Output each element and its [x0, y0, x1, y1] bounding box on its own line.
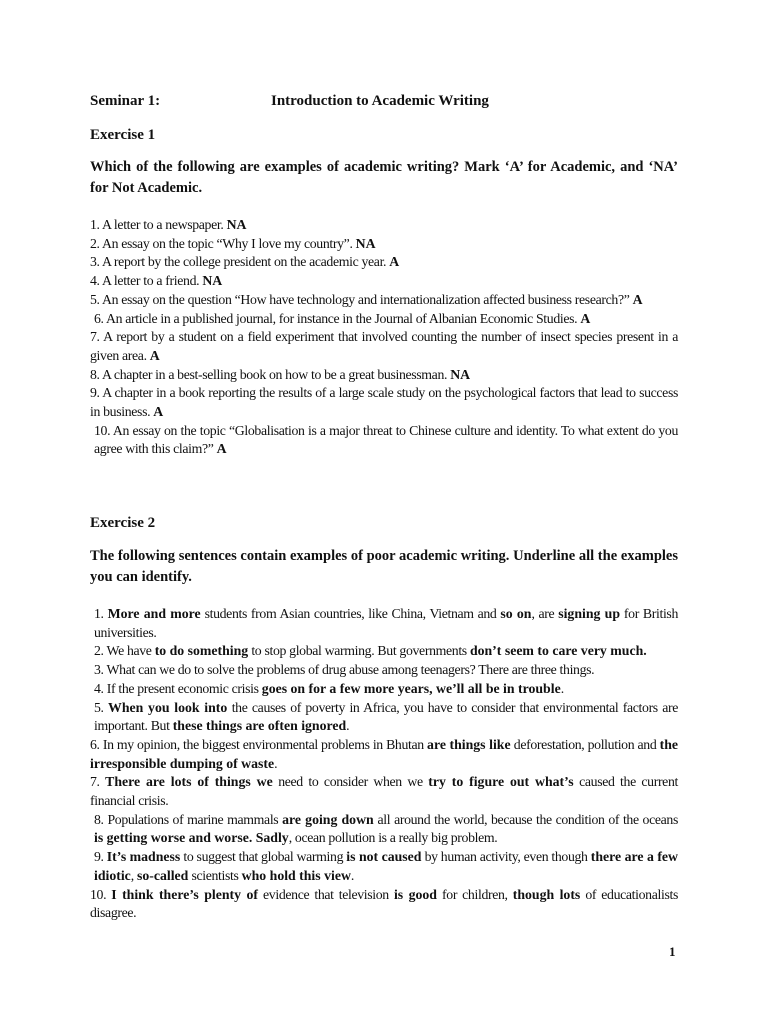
- answer-mark: NA: [355, 235, 376, 251]
- highlighted-phrase: When you look into: [108, 699, 228, 715]
- sentence-text: all around the world, because the condition of the oceans: [373, 811, 678, 827]
- page-number: 1: [669, 944, 676, 959]
- list-item: [90, 235, 678, 254]
- sentence-text: .: [346, 718, 350, 734]
- item-text: 6. An article in a published journal, for instance in the Journal of Albanian Economic Studies.: [94, 310, 581, 326]
- sentence-text: 8. Populations of marine mammals: [94, 811, 283, 827]
- sentence-text: , are: [531, 606, 559, 621]
- exercise-1-list: [90, 216, 678, 459]
- list-item: [90, 886, 678, 923]
- item-text: 10. An essay on the topic “Globalisation is a major threat to Chinese culture and identity. To what extent do you agree with this claim?”: [94, 422, 678, 457]
- highlighted-phrase: More and more: [107, 606, 201, 621]
- highlighted-phrase: the irresponsible dumping of waste: [90, 736, 678, 771]
- sentence-text: by human activity, even though: [421, 849, 591, 865]
- sentence-text: to suggest that global warming: [180, 849, 347, 865]
- list-item: [90, 422, 678, 459]
- sentence-text: ,: [130, 867, 137, 883]
- item-text: 4. A letter to a friend.: [90, 273, 203, 289]
- sentence-text: 3. What can we do to solve the problems of drug abuse among teenagers? There are three things.: [94, 662, 595, 678]
- sentence-text: 7.: [90, 774, 106, 790]
- sentence-text: , ocean pollution is a really big problem.: [288, 830, 498, 846]
- highlighted-phrase: to do something: [154, 643, 249, 659]
- exercise-2-instruction: The following sentences contain examples of poor academic writing. Underline all the examples you can identify.: [90, 548, 678, 585]
- list-item: [90, 328, 678, 365]
- list-item: [90, 384, 678, 421]
- sentence-text: 2. We have: [94, 643, 155, 659]
- sentence-text: need to consider when we: [272, 774, 429, 790]
- answer-mark: A: [216, 441, 227, 457]
- item-text: 5. An essay on the question “How have technology and internationalization affected business research?”: [90, 291, 633, 307]
- highlighted-phrase: try to figure out what’s: [428, 774, 574, 790]
- sentence-text: for British universities.: [94, 606, 678, 640]
- list-item: [90, 272, 678, 291]
- answer-mark: A: [153, 404, 164, 420]
- list-item: [90, 811, 678, 848]
- exercise-2-title: Exercise 2: [90, 515, 156, 531]
- highlighted-phrase: there are a few idiotic: [94, 849, 679, 883]
- item-text: 2. An essay on the topic “Why I love my country”.: [90, 235, 356, 251]
- sentence-text: to stop global warming. But governments: [248, 643, 470, 659]
- sentence-text: .: [274, 755, 278, 771]
- list-item: [90, 773, 678, 810]
- item-text: 9. A chapter in a book reporting the results of a large scale study on the psychological factors that lead to success in business.: [90, 385, 678, 420]
- highlighted-phrase: I think there’s plenty of: [111, 886, 258, 902]
- highlighted-phrase: don’t seem to care very much.: [469, 643, 647, 659]
- sentence-text: 10.: [90, 886, 112, 902]
- highlighted-phrase: who hold this view: [241, 867, 351, 883]
- item-text: 8. A chapter in a best-selling book on how to be a great businessman.: [90, 366, 451, 382]
- answer-mark: NA: [226, 217, 247, 232]
- highlighted-phrase: goes on for a few more years, we’ll all be in trouble: [261, 680, 561, 696]
- list-item: [90, 642, 678, 661]
- sentence-text: 6. In my opinion, the biggest environmental problems in Bhutan: [90, 736, 428, 752]
- answer-mark: A: [580, 310, 591, 326]
- seminar-title: Introduction to Academic Writing: [271, 93, 489, 109]
- list-item: [90, 699, 678, 736]
- highlighted-phrase: are going down: [282, 811, 374, 827]
- highlighted-phrase: It’s madness: [106, 849, 181, 865]
- sentence-text: scientists: [188, 867, 242, 883]
- list-item: [90, 736, 678, 773]
- sentence-text: .: [560, 680, 564, 696]
- highlighted-phrase: is good: [393, 886, 437, 902]
- exercise-2-list: [90, 605, 678, 923]
- answer-mark: NA: [450, 366, 471, 382]
- sentence-text: .: [350, 867, 355, 883]
- sentence-text: the causes of poverty in Africa, you have to consider that environmental factors are important. But: [94, 699, 679, 734]
- highlighted-phrase: though lots: [512, 886, 581, 902]
- sentence-text: students from Asian countries, like China, Vietnam and: [200, 606, 501, 621]
- highlighted-phrase: is not caused: [346, 849, 422, 865]
- highlighted-phrase: these things are often ignored: [172, 718, 347, 734]
- seminar-label: Seminar 1:: [90, 93, 161, 109]
- list-item: [90, 253, 678, 272]
- list-item: [90, 605, 678, 642]
- highlighted-phrase: signing up: [558, 606, 621, 621]
- list-item: [90, 216, 678, 235]
- highlighted-phrase: so-called: [137, 867, 189, 883]
- answer-mark: A: [632, 291, 643, 307]
- exercise-1-title: Exercise 1: [90, 127, 156, 143]
- list-item: [90, 680, 678, 699]
- sentence-text: 5.: [94, 699, 109, 715]
- highlighted-phrase: are things like: [427, 736, 511, 752]
- sentence-text: evidence that television: [257, 886, 394, 902]
- answer-mark: A: [149, 347, 160, 363]
- answer-mark: A: [389, 254, 400, 270]
- sentence-text: deforestation, pollution and: [510, 736, 660, 752]
- sentence-text: 9.: [94, 849, 107, 865]
- sentence-text: for children,: [436, 886, 513, 902]
- list-item: [90, 366, 678, 385]
- sentence-text: 4. If the present economic crisis: [94, 680, 262, 696]
- exercise-1-instruction: Which of the following are examples of academic writing? Mark ‘A’ for Academic, and ‘NA’ for Not Academic.: [90, 159, 678, 196]
- sentence-text: 1.: [94, 606, 108, 621]
- list-item: [90, 661, 678, 680]
- item-text: 3. A report by the college president on the academic year.: [90, 254, 390, 270]
- sentence-text: of educationalists disagree.: [90, 886, 678, 921]
- list-item: [90, 291, 678, 310]
- sentence-text: caused the current financial crisis.: [90, 774, 678, 809]
- highlighted-phrase: is getting worse and worse. Sadly: [94, 830, 289, 846]
- list-item: [90, 310, 678, 329]
- list-item: [90, 848, 678, 885]
- highlighted-phrase: There are lots of things we: [105, 774, 273, 790]
- answer-mark: NA: [202, 273, 223, 289]
- item-text: 1. A letter to a newspaper.: [90, 217, 227, 232]
- item-text: 7. A report by a student on a field experiment that involved counting the number of insect species present in a given area.: [90, 329, 678, 363]
- highlighted-phrase: so on: [500, 606, 532, 621]
